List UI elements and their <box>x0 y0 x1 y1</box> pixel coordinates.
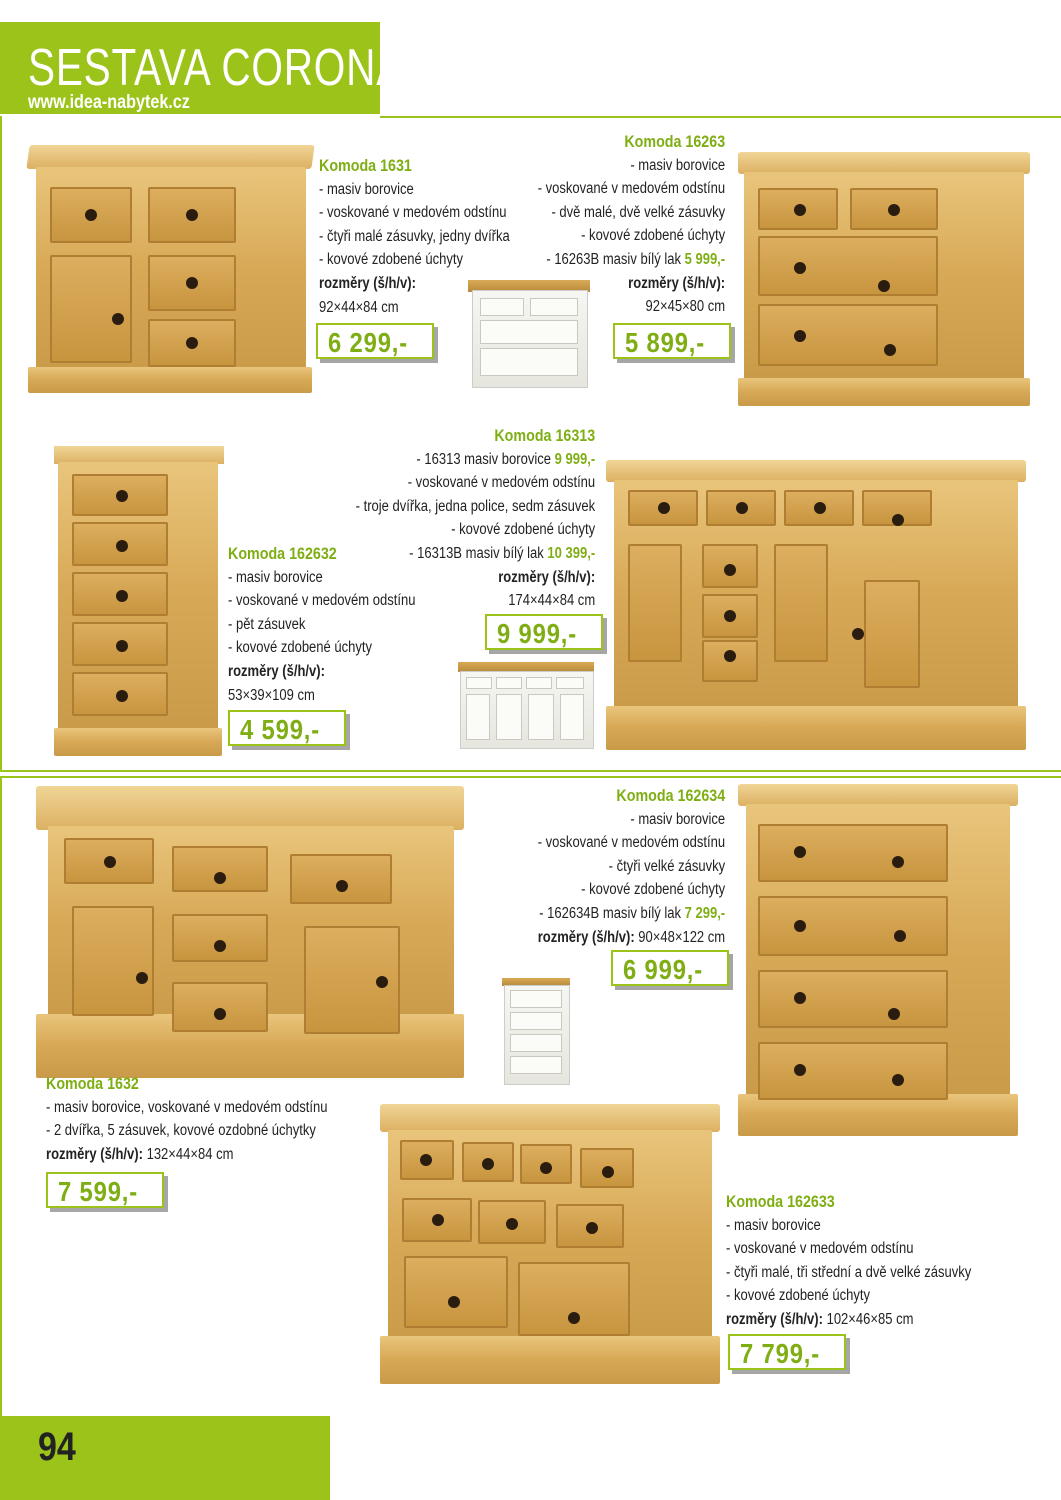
product-image-16263 <box>738 152 1030 407</box>
product-feature: - masiv borovice <box>228 568 323 586</box>
product-feature: - troje dvířka, jedna police, sedm zásuvek <box>355 497 595 515</box>
product-image-162634b-white <box>502 978 570 1084</box>
product-16263-description <box>538 130 725 319</box>
dimensions-value: 53×39×109 cm <box>228 686 315 704</box>
product-feature: - čtyři malé zásuvky, jedny dvířka <box>319 227 510 245</box>
variant-line: - 16313B masiv bílý lak 10 399,- <box>408 544 595 562</box>
dimensions-line: rozměry (š/h/v): 90×48×122 cm <box>537 928 725 946</box>
variant-line: - 16313 masiv borovice 9 999,- <box>416 450 595 468</box>
product-title: Komoda 16313 <box>494 426 595 445</box>
variant-price: 5 999,- <box>684 250 725 268</box>
product-image-162634 <box>738 784 1018 1138</box>
price-tag-162634: 6 999,- <box>611 950 729 986</box>
dimensions-line: rozměry (š/h/v): 132×44×84 cm <box>46 1145 234 1163</box>
price-tag-1632: 7 599,- <box>46 1172 164 1208</box>
product-1632-description <box>46 1072 328 1166</box>
product-image-1631 <box>28 145 313 395</box>
product-image-1632 <box>36 786 464 1082</box>
product-feature: - čtyři malé, tři střední a dvě velké zásuvky <box>726 1263 972 1281</box>
product-feature: - masiv borovice <box>630 156 725 174</box>
product-title: Komoda 1632 <box>46 1074 139 1093</box>
dimensions-label: rozměry (š/h/v): <box>628 274 725 292</box>
product-feature: - voskované v medovém odstínu <box>228 592 416 610</box>
dimensions-line: rozměry (š/h/v): 102×46×85 cm <box>726 1310 914 1328</box>
product-title: Komoda 16263 <box>624 132 725 151</box>
variant-line: - 16263B masiv bílý lak 5 999,- <box>546 250 725 268</box>
variant-price: 7 299,- <box>684 904 725 922</box>
product-feature: - čtyři velké zásuvky <box>608 857 725 875</box>
price-tag-162633: 7 799,- <box>728 1334 846 1370</box>
product-feature: - voskované v medovém odstínu <box>537 180 725 198</box>
product-feature: - pět zásuvek <box>228 615 306 633</box>
page-title: SESTAVA CORONA <box>28 39 405 97</box>
frame-left-line-1 <box>0 116 2 772</box>
product-feature: - voskované v medovém odstínu <box>319 204 507 222</box>
dimensions-label: rozměry (š/h/v): <box>319 274 416 292</box>
product-image-16313b-white <box>458 662 594 748</box>
variant-line: - 162634B masiv bílý lak 7 299,- <box>538 904 725 922</box>
dimensions-label: rozměry (š/h/v): <box>498 568 595 586</box>
product-feature: - voskované v medovém odstínu <box>537 834 725 852</box>
product-feature: - voskované v medovém odstínu <box>407 474 595 492</box>
product-title: Komoda 162632 <box>228 544 337 563</box>
product-feature: - masiv borovice, voskované v medovém odstínu <box>46 1098 328 1116</box>
page-number: 94 <box>38 1425 76 1469</box>
product-image-16313 <box>606 460 1026 752</box>
dimensions-value: 92×44×84 cm <box>319 298 399 316</box>
product-title: Komoda 1631 <box>319 156 412 175</box>
product-162633-description <box>726 1190 971 1332</box>
variant-price: 9 999,- <box>554 450 595 468</box>
price-tag-16263: 5 899,- <box>613 323 731 359</box>
product-feature: - kovové zdobené úchyty <box>726 1287 871 1305</box>
product-title: Komoda 162634 <box>616 786 725 805</box>
product-feature: - kovové zdobené úchyty <box>319 251 464 269</box>
product-feature: - voskované v medovém odstínu <box>726 1240 914 1258</box>
dimensions-label: rozměry (š/h/v): <box>228 662 325 680</box>
price-tag-162632: 4 599,- <box>228 710 346 746</box>
product-feature: - dvě malé, dvě velké zásuvky <box>551 203 725 221</box>
product-feature: - kovové zdobené úchyty <box>580 227 725 245</box>
website-url[interactable]: www.idea-nabytek.cz <box>28 92 190 113</box>
dimensions-value: 92×45×80 cm <box>645 298 725 316</box>
frame-bottom-line-1 <box>0 770 1061 772</box>
product-1631-description <box>319 154 510 319</box>
product-feature: - masiv borovice <box>630 810 725 828</box>
product-feature: - masiv borovice <box>319 180 414 198</box>
product-feature: - kovové zdobené úchyty <box>450 521 595 539</box>
product-162634-description <box>538 784 725 949</box>
price-tag-16313: 9 999,- <box>485 614 603 650</box>
dimensions-value: 174×44×84 cm <box>508 592 595 610</box>
product-feature: - 2 dvířka, 5 zásuvek, kovové ozdobné úchytky <box>46 1122 316 1140</box>
product-image-162632 <box>54 446 224 758</box>
variant-price: 10 399,- <box>547 544 595 562</box>
product-title: Komoda 162633 <box>726 1192 835 1211</box>
frame-top-line <box>380 116 1061 118</box>
frame-top-line-2 <box>0 776 1061 778</box>
product-162632-description <box>228 542 415 707</box>
product-image-162633 <box>380 1104 720 1386</box>
product-feature: - kovové zdobené úchyty <box>228 639 373 657</box>
product-feature: - kovové zdobené úchyty <box>580 881 725 899</box>
price-tag-1631: 6 299,- <box>316 323 434 359</box>
frame-left-line-2 <box>0 776 2 1416</box>
product-feature: - masiv borovice <box>726 1216 821 1234</box>
